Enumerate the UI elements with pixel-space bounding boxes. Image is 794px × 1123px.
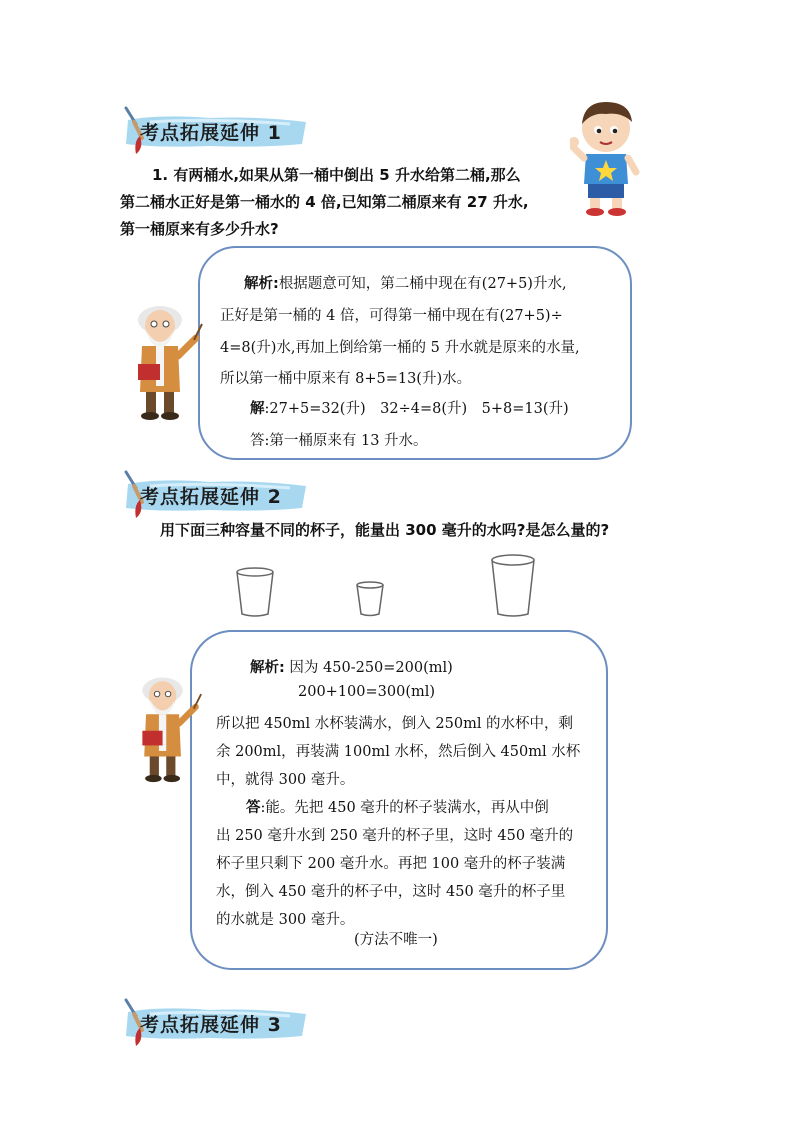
answer-line: 杯子里只剩下 200 毫升水。再把 100 毫升的杯子装满 [216, 856, 566, 872]
analysis-line: 所以第一桶中原来有 8+5=13(升)水。 [220, 371, 472, 387]
analysis-label: 解析: [250, 660, 285, 676]
solution-line: 解:27+5=32(升) 32÷4=8(升) 5+8=13(升) [250, 401, 569, 417]
question-line: 第二桶水正好是第一桶水的 4 倍,已知第二桶原来有 27 升水, [120, 193, 529, 211]
answer-line: 答:能。先把 450 毫升的杯子装满水，再从中倒 [246, 800, 549, 816]
answer-line: 水，倒入 450 毫升的杯子中，这时 450 毫升的杯子里 [216, 884, 566, 900]
section3-banner [120, 996, 310, 1048]
cup-icon [489, 553, 537, 619]
section2-analysis-box [190, 630, 608, 970]
section1-analysis-box [198, 246, 632, 460]
professor-cartoon [132, 672, 206, 784]
section2-title: 考点拓展延伸 2 [140, 486, 282, 508]
question-line: 第一桶原来有多少升水? [120, 220, 279, 238]
analysis-line: 余 200ml，再装满 100ml 水杯，然后倒入 450ml 水杯 [216, 744, 581, 760]
boy-cartoon [570, 98, 642, 216]
answer-label: 答 [246, 800, 261, 816]
section1-banner [120, 104, 310, 156]
analysis-line: 中，就得 300 毫升。 [216, 772, 355, 788]
professor-cartoon [130, 300, 204, 422]
section2-question: 用下面三种容量不同的杯子，能量出 300 毫升的水吗?是怎么量的? [160, 521, 610, 539]
solution-label: 解 [250, 401, 265, 417]
analysis-line: 正好是第一桶的 4 倍，可得第一桶中现在有(27+5)÷ [220, 308, 563, 324]
answer-line: 的水就是 300 毫升。 [216, 912, 355, 928]
cup-icon [234, 566, 276, 618]
analysis-line: 4=8(升)水,再加上倒给第一桶的 5 升水就是原来的水量, [220, 340, 580, 356]
analysis-line: 所以把 450ml 水杯装满水，倒入 250ml 的水杯中，剩 [216, 716, 574, 732]
cup-icon [354, 580, 386, 618]
analysis-line: 解析:根据题意可知，第二桶中现在有(27+5)升水, [244, 276, 567, 292]
analysis-label: 解析: [244, 276, 279, 292]
answer-line: 出 250 毫升水到 250 毫升的杯子里，这时 450 毫升的 [216, 828, 574, 844]
section1-title: 考点拓展延伸 1 [140, 122, 282, 144]
answer-line: 答:第一桶原来有 13 升水。 [250, 433, 428, 449]
question-line: 1. 有两桶水,如果从第一桶中倒出 5 升水给第二桶,那么 [152, 166, 521, 184]
analysis-line: 解析: 因为 450-250=200(ml) [250, 660, 453, 676]
section1-question [120, 162, 560, 243]
section3-title: 考点拓展延伸 3 [140, 1014, 282, 1036]
analysis-line: 200+100=300(ml) [298, 684, 436, 700]
method-note: (方法不唯一) [354, 932, 438, 948]
section2-banner [120, 468, 310, 520]
